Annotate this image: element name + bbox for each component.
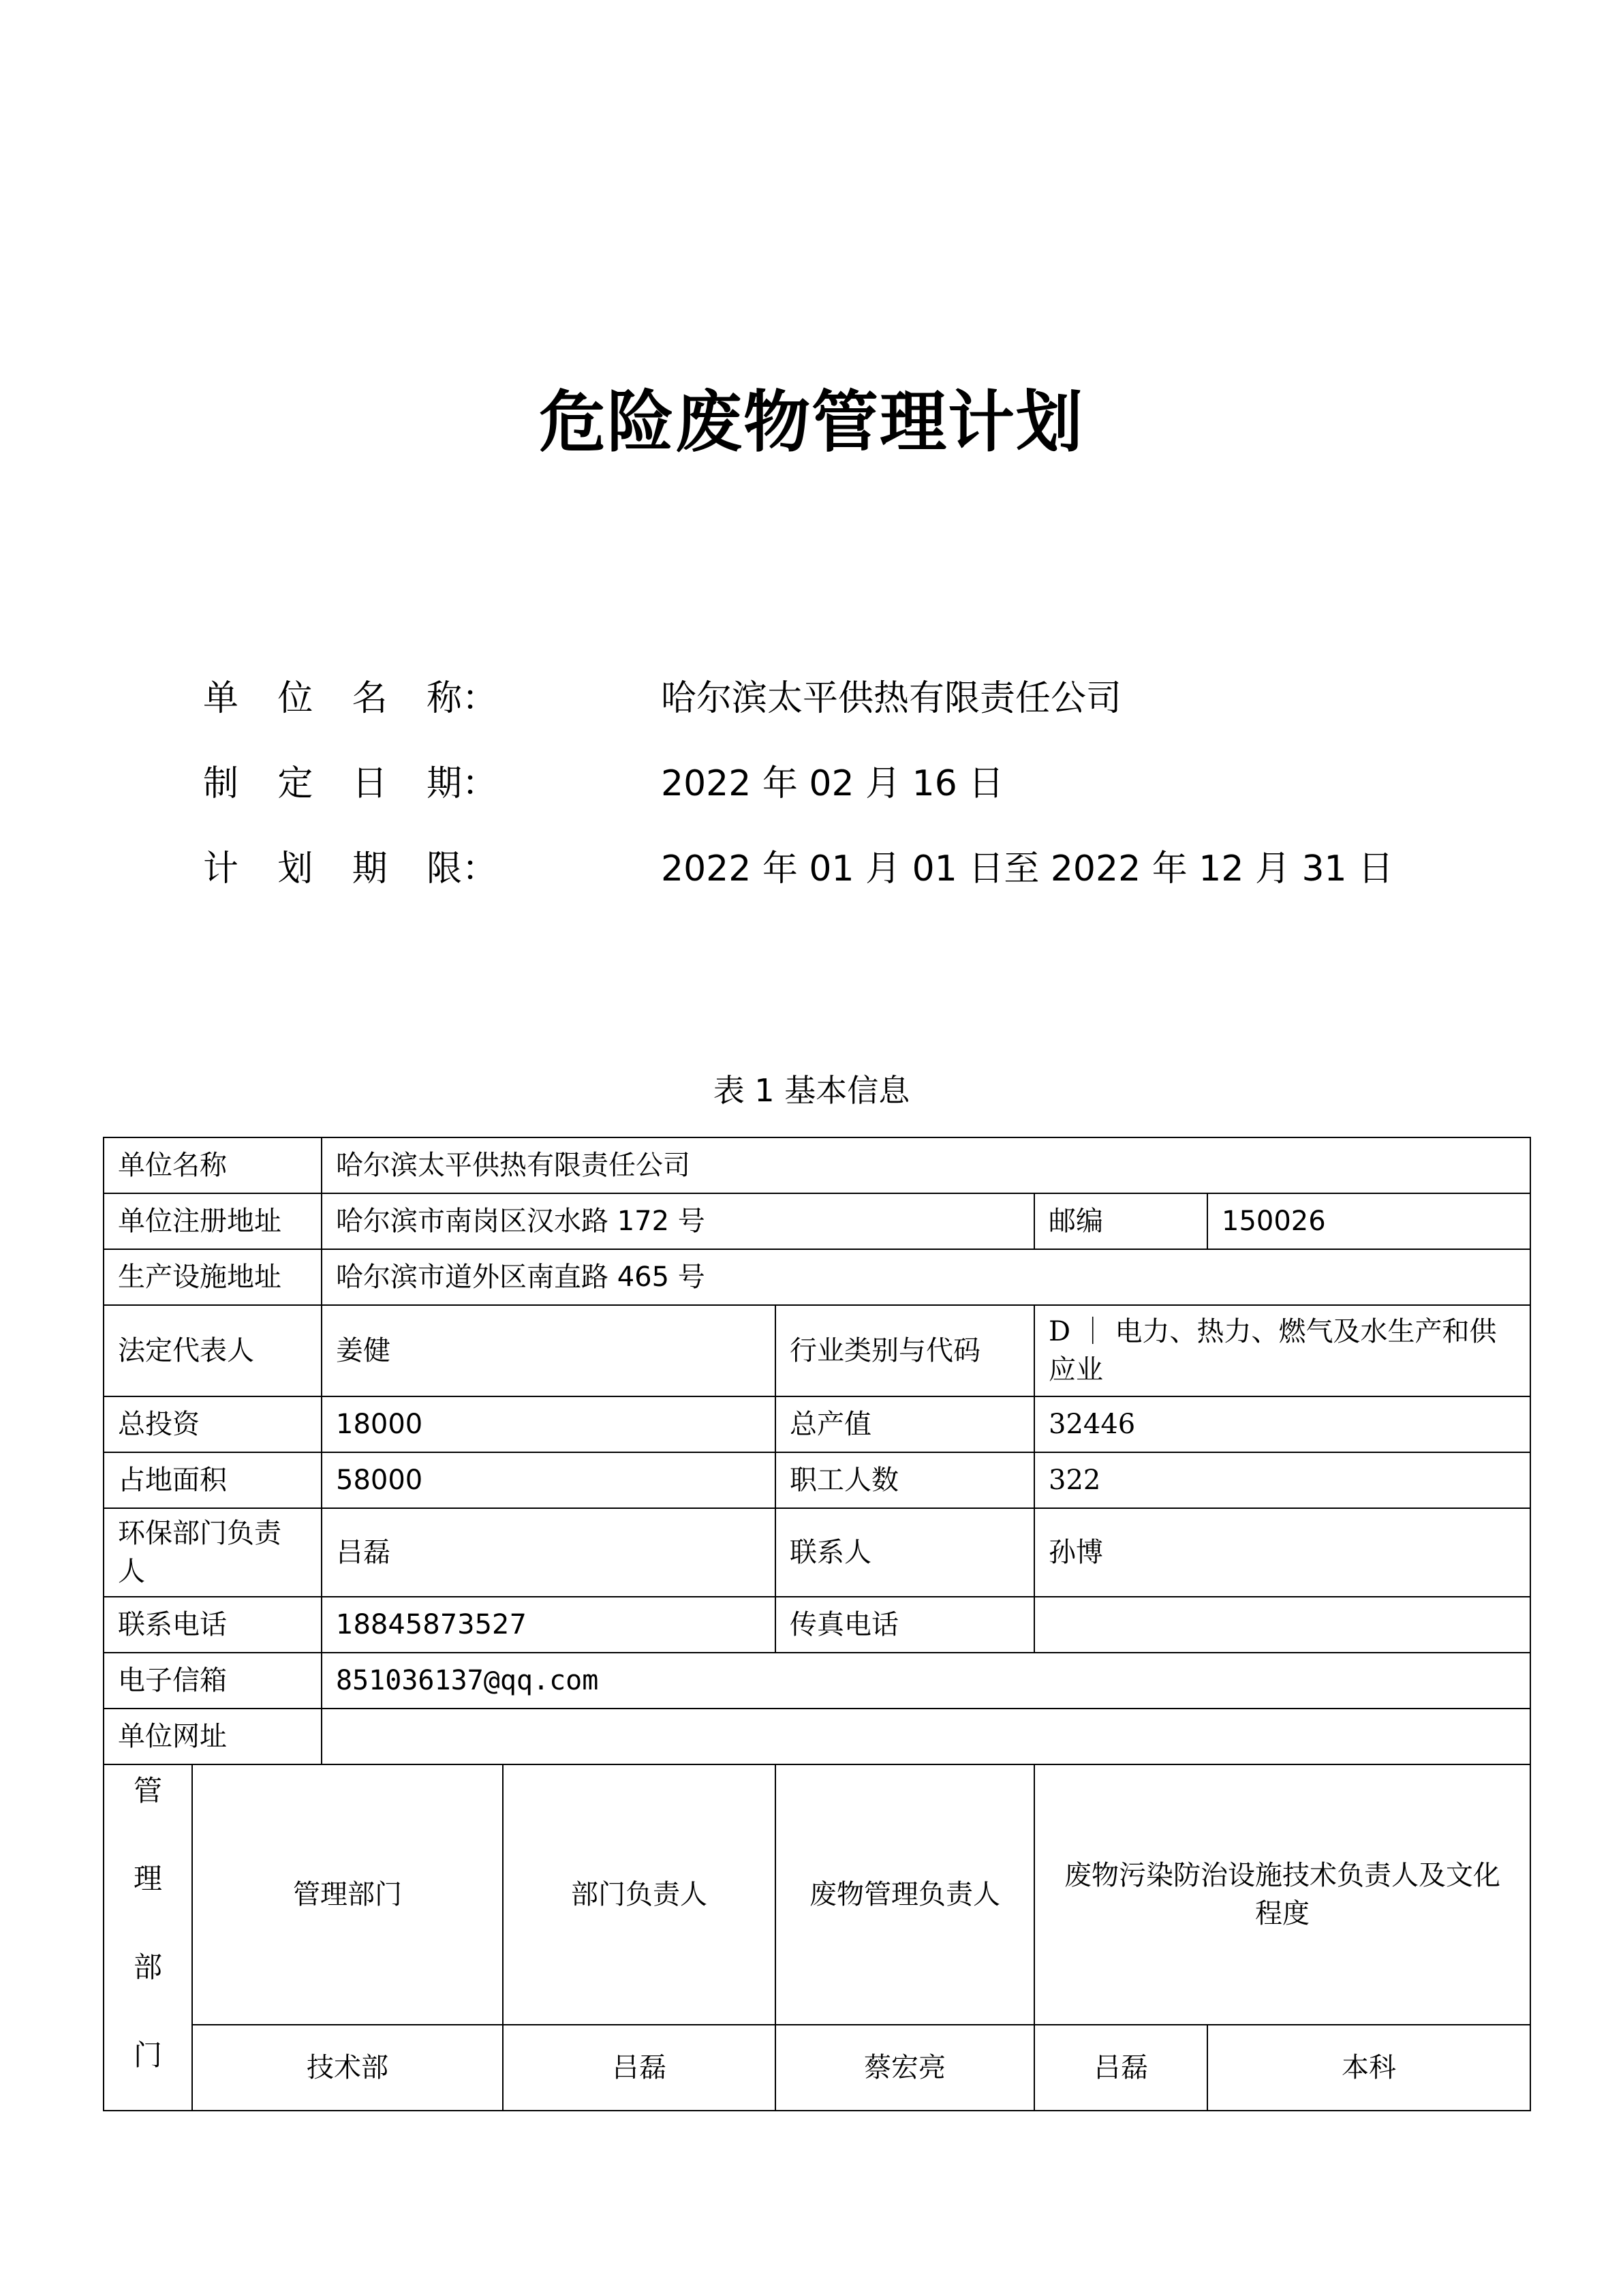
header-facility-tech-lead: 废物污染防治设施技术负责人及文化程度	[1034, 1764, 1531, 2025]
header-dept-head: 部门负责人	[502, 1764, 776, 2025]
value-contact: 孙博	[1034, 1507, 1531, 1597]
value-industry: D ｜ 电力、热力、燃气及水生产和供应业	[1034, 1304, 1531, 1397]
label-website: 单位网址	[103, 1708, 322, 1765]
label-facility-address: 生产设施地址	[103, 1249, 322, 1306]
label-staff: 职工人数	[775, 1452, 1035, 1509]
label-phone: 联系电话	[103, 1596, 322, 1653]
meta-value: 哈尔滨太平供热有限责任公司	[661, 678, 1122, 719]
label-land-area: 占地面积	[103, 1452, 322, 1509]
value-facility-address: 哈尔滨市道外区南直路 465 号	[321, 1249, 1531, 1306]
label-postcode: 邮编	[1034, 1193, 1208, 1250]
label-contact: 联系人	[775, 1507, 1035, 1597]
value-education: 本科	[1207, 2024, 1531, 2111]
value-dept-head: 吕磊	[502, 2024, 776, 2111]
label-env-head: 环保部门负责人	[103, 1507, 322, 1597]
value-fax	[1034, 1596, 1531, 1653]
document-title: 危险废物管理计划	[538, 384, 1084, 461]
value-unit-name: 哈尔滨太平供热有限责任公司	[321, 1137, 1531, 1194]
header-waste-manager: 废物管理负责人	[775, 1764, 1035, 2025]
meta-value: 2022 年 02 月 16 日	[661, 763, 1004, 804]
value-phone: 18845873527	[321, 1596, 776, 1653]
value-investment: 18000	[321, 1396, 776, 1453]
meta-label: 单 位 名 称：	[203, 678, 497, 719]
value-website	[321, 1708, 1531, 1765]
label-unit-name: 单位名称	[103, 1137, 322, 1194]
meta-label: 制 定 日 期：	[203, 763, 497, 804]
value-land-area: 58000	[321, 1452, 776, 1509]
label-email: 电子信箱	[103, 1652, 322, 1709]
meta-label: 计 划 期 限：	[203, 848, 497, 889]
value-staff: 322	[1034, 1452, 1531, 1509]
value-env-head: 吕磊	[321, 1507, 776, 1597]
value-management-dept: 技术部	[191, 2024, 504, 2111]
label-fax: 传真电话	[775, 1596, 1035, 1653]
header-management-dept: 管理部门	[191, 1764, 504, 2025]
label-output: 总产值	[775, 1396, 1035, 1453]
table-caption: 表 1 基本信息	[713, 1072, 910, 1109]
label-reg-address: 单位注册地址	[103, 1193, 322, 1250]
value-legal-rep: 姜健	[321, 1304, 776, 1397]
value-output: 32446	[1034, 1396, 1531, 1453]
value-tech-lead: 吕磊	[1034, 2024, 1208, 2111]
label-investment: 总投资	[103, 1396, 322, 1453]
value-reg-address: 哈尔滨市南岗区汉水路 172 号	[321, 1193, 1035, 1250]
label-industry: 行业类别与代码	[775, 1304, 1035, 1397]
value-postcode: 150026	[1207, 1193, 1531, 1250]
meta-value: 2022 年 01 月 01 日至 2022 年 12 月 31 日	[661, 848, 1394, 889]
management-side-label: 管 理 部 门	[103, 1764, 193, 2111]
label-legal-rep: 法定代表人	[103, 1304, 322, 1397]
value-waste-manager: 蔡宏亮	[775, 2024, 1035, 2111]
value-email: 851036137@qq.com	[321, 1652, 1531, 1709]
